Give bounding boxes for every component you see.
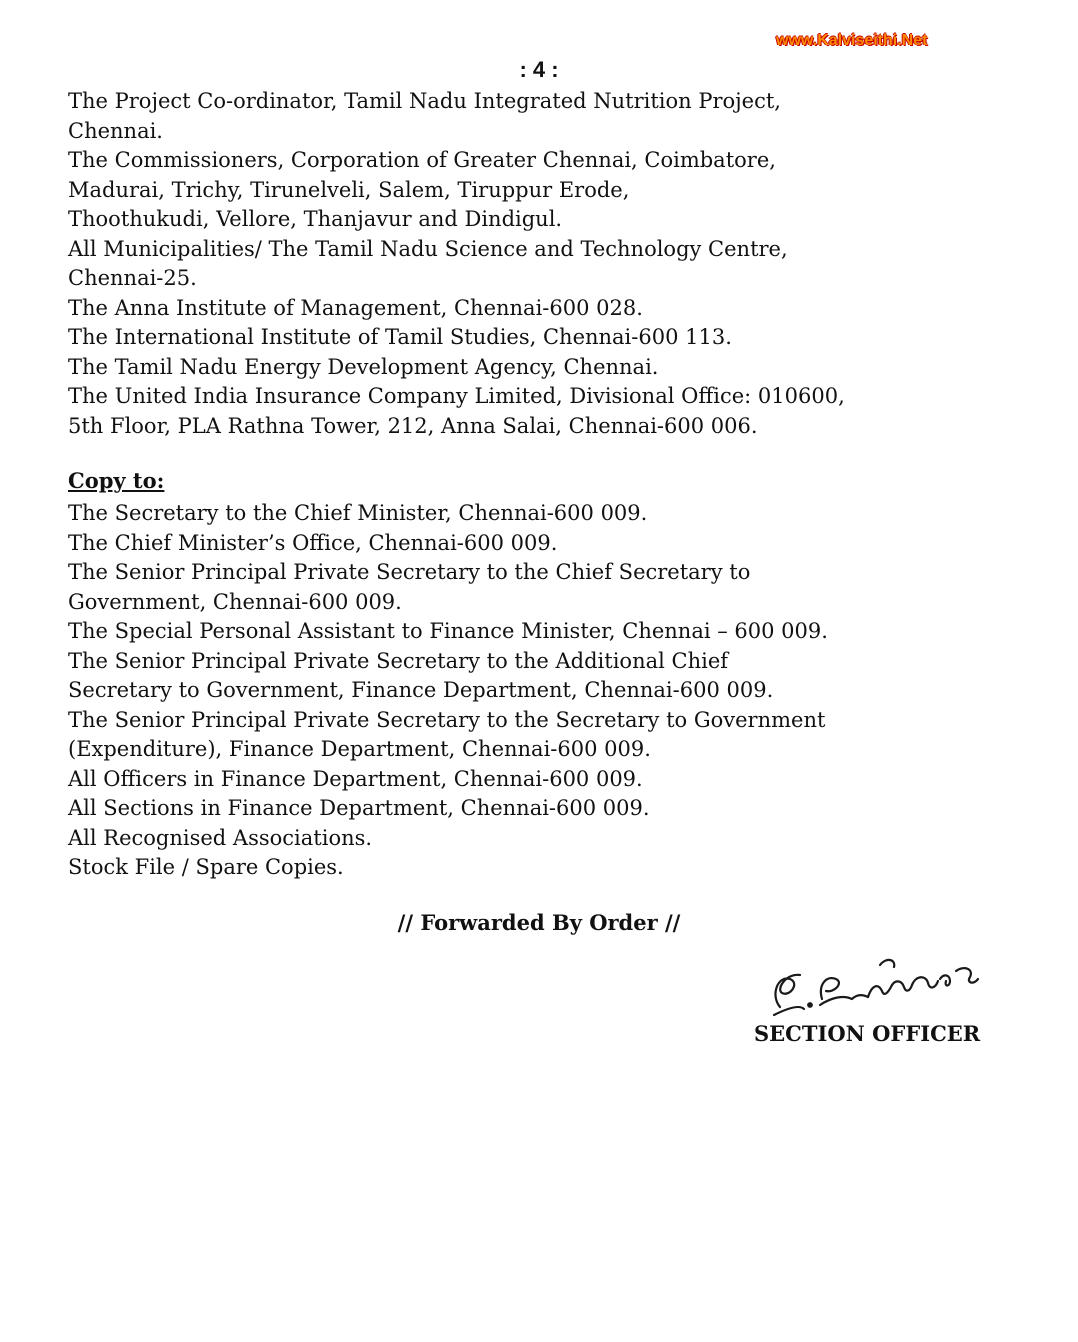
- watermark[interactable]: www.Kalviseithi.Net: [776, 32, 928, 49]
- signature-icon: [760, 935, 990, 1025]
- list-item-line: Chennai.: [68, 118, 163, 143]
- list-item-line: The Senior Principal Private Secretary to the Additional Chief: [68, 648, 729, 673]
- list-item-line: The Anna Institute of Management, Chennai-600 028.: [68, 295, 643, 320]
- list-item: [68, 87, 1058, 146]
- list-item: [68, 558, 1058, 617]
- list-item: [68, 617, 1058, 647]
- list-item: [68, 824, 1058, 854]
- list-item: [68, 353, 1058, 383]
- copy-to-list: [68, 499, 1058, 883]
- forwarded-by-order: // Forwarded By Order //: [397, 910, 681, 935]
- list-item-line: Madurai, Trichy, Tirunelveli, Salem, Tiruppur Erode,: [68, 177, 630, 202]
- list-item-line: The Commissioners, Corporation of Greater Chennai, Coimbatore,: [68, 148, 776, 172]
- section-officer-title: SECTION OFFICER: [754, 1021, 981, 1046]
- list-item-line: The Secretary to the Chief Minister, Chennai-600 009.: [68, 501, 648, 525]
- list-item-line: Chennai-25.: [68, 266, 197, 290]
- list-item-line: The Senior Principal Private Secretary to the Chief Secretary to: [68, 560, 751, 584]
- list-item: [68, 382, 1058, 441]
- list-item: [68, 323, 1058, 353]
- list-item-line: All Sections in Finance Department, Chennai-600 009.: [68, 796, 650, 820]
- list-item-line: All Recognised Associations.: [68, 825, 373, 850]
- list-item: [68, 146, 1058, 235]
- list-item: [68, 235, 1058, 294]
- list-item-line: Secretary to Government, Finance Department, Chennai-600 009.: [68, 678, 774, 702]
- list-item-line: The Chief Minister’s Office, Chennai-600 009.: [68, 530, 558, 555]
- page-number: : 4 :: [519, 57, 559, 82]
- list-item-line: (Expenditure), Finance Department, Chennai-600 009.: [68, 737, 651, 761]
- list-item-line: 5th Floor, PLA Rathna Tower, 212, Anna Salai, Chennai-600 006.: [68, 413, 758, 438]
- list-item: [68, 706, 1058, 765]
- list-item: [68, 499, 1058, 529]
- list-item: [68, 765, 1058, 795]
- list-item: [68, 529, 1058, 559]
- list-item: [68, 647, 1058, 706]
- list-item-line: All Municipalities/ The Tamil Nadu Science and Technology Centre,: [68, 236, 788, 261]
- list-item-line: The Tamil Nadu Energy Development Agency, Chennai.: [68, 354, 659, 379]
- list-item-line: Government, Chennai-600 009.: [68, 589, 402, 614]
- list-item-line: The Special Personal Assistant to Finance Minister, Chennai – 600 009.: [68, 619, 828, 643]
- list-item-line: The United India Insurance Company Limited, Divisional Office: 010600,: [68, 384, 845, 408]
- copy-to-heading: Copy to:: [68, 468, 165, 493]
- addressee-list: [68, 87, 1058, 441]
- list-item: [68, 294, 1058, 324]
- list-item-line: The Project Co-ordinator, Tamil Nadu Integrated Nutrition Project,: [68, 89, 781, 113]
- list-item-line: Stock File / Spare Copies.: [68, 855, 344, 879]
- list-item-line: Thoothukudi, Vellore, Thanjavur and Dindigul.: [68, 207, 563, 231]
- list-item-line: The International Institute of Tamil Studies, Chennai-600 113.: [68, 325, 732, 349]
- list-item-line: The Senior Principal Private Secretary to the Secretary to Government: [68, 707, 826, 732]
- list-item: [68, 794, 1058, 824]
- list-item-line: All Officers in Finance Department, Chennai-600 009.: [68, 766, 643, 791]
- list-item: [68, 853, 1058, 883]
